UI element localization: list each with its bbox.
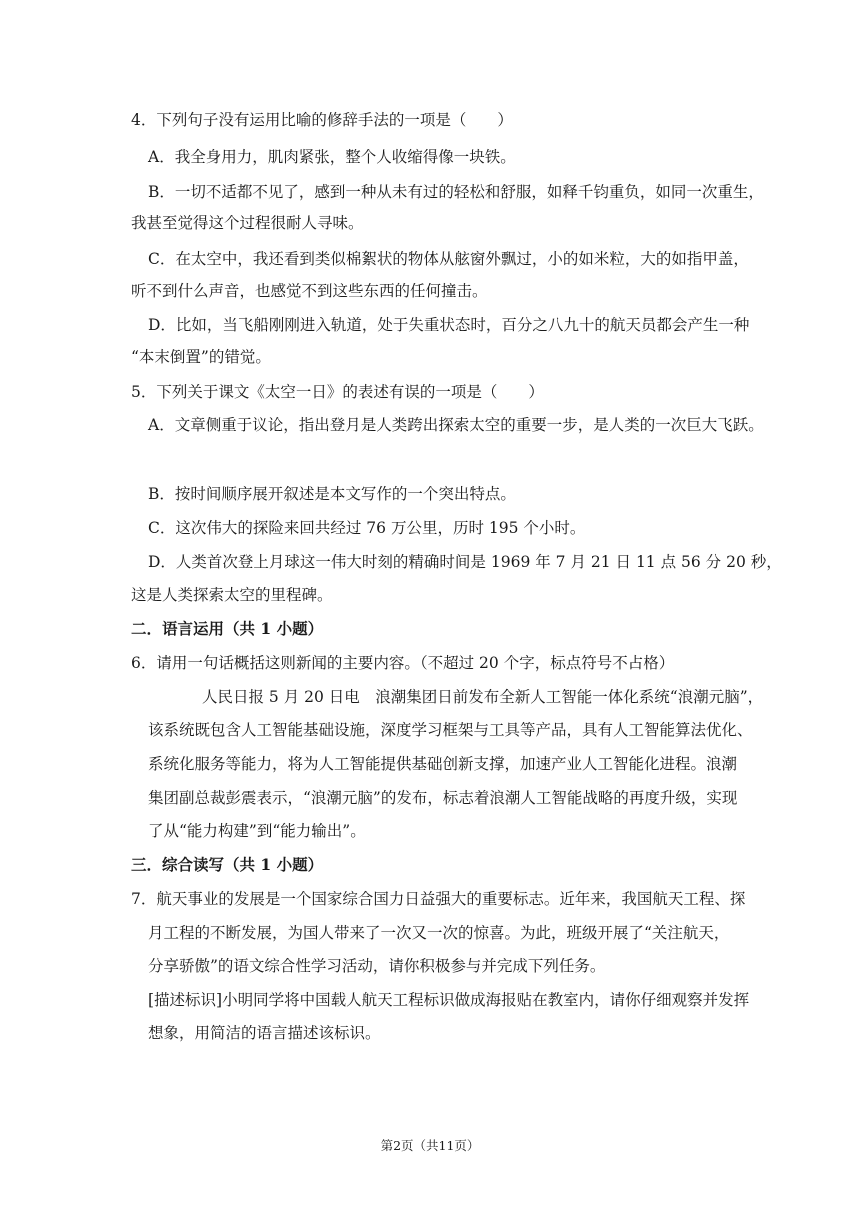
news-paragraph-line4: 集团副总裁彭震表示，“浪潮元脑”的发布，标志着浪潮人工智能战略的再度升级，实现	[148, 789, 738, 807]
question-6-stem: 6．请用一句话概括这则新闻的主要内容。（不超过 20 个字，标点符号不占格）	[131, 654, 675, 672]
question-7-line3: 分享骄傲”的语文综合性学习活动，请你积极参与并完成下列任务。	[148, 957, 606, 975]
question-4-option-b-line1: B．一切不适都不见了，感到一种从未有过的轻松和舒服，如释千钧重负，如同一次重生，	[148, 183, 764, 201]
news-paragraph-line2: 该系统既包含人工智能基础设施，深度学习框架与工具等产品，具有人工智能算法优化、	[148, 721, 753, 739]
news-paragraph-line1: 人民日报 5 月 20 日电 浪潮集团日前发布全新人工智能一体化系统“浪潮元脑”，	[202, 688, 764, 706]
question-4-option-d-line2: “本末倒置”的错觉。	[131, 348, 271, 366]
question-7-line1: 7．航天事业的发展是一个国家综合国力日益强大的重要标志。近年来，我国航天工程、探	[131, 890, 746, 908]
question-5-option-a: A．文章侧重于议论，指出登月是人类跨出探索太空的重要一步，是人类的一次巨大飞跃。	[148, 416, 764, 434]
news-paragraph-line5: 了从“能力构建”到“能力输出”。	[148, 822, 366, 840]
question-5-option-d-line2: 这是人类探索太空的里程碑。	[131, 586, 333, 604]
section-heading-integrated-reading-writing: 三．综合读写（共 1 小题）	[131, 855, 324, 874]
page-number-footer: 第2页（共11页）	[380, 1138, 480, 1153]
question-5-option-c: C．这次伟大的探险来回共经过 76 万公里，历时 195 个小时。	[148, 519, 586, 537]
news-paragraph-line3: 系统化服务等能力，将为人工智能提供基础创新支撑，加速产业人工智能化进程。浪潮	[148, 755, 738, 773]
question-7-line4: [描述标识]小明同学将中国载人航天工程标识做成海报贴在教室内，请你仔细观察并发挥	[148, 991, 750, 1009]
section-heading-language-use: 二．语言运用（共 1 小题）	[131, 619, 324, 638]
question-7-line2: 月工程的不断发展，为国人带来了一次又一次的惊喜。为此，班级开展了“关注航天，	[148, 924, 730, 942]
question-4-stem: 4．下列句子没有运用比喻的修辞手法的一项是（ ）	[131, 111, 513, 129]
question-4-option-c-line2: 听不到什么声音，也感觉不到这些东西的任何撞击。	[131, 282, 488, 300]
question-4-option-a: A．我全身用力，肌肉紧张，整个人收缩得像一块铁。	[148, 148, 516, 166]
question-4-option-b-line2: 我甚至觉得这个过程很耐人寻味。	[131, 214, 364, 232]
question-5-stem: 5．下列关于课文《太空一日》的表述有误的一项是（ ）	[131, 383, 544, 401]
question-4-option-c-line1: C．在太空中，我还看到类似棉絮状的物体从舷窗外飘过，小的如米粒，大的如指甲盖，	[148, 250, 749, 268]
question-5-option-d-line1: D．人类首次登上月球这一伟大时刻的精确时间是 1969 年 7 月 21 日 11 点 56 分 20 秒，	[148, 553, 782, 571]
question-5-option-b: B．按时间顺序展开叙述是本文写作的一个突出特点。	[148, 485, 516, 503]
question-4-option-d-line1: D．比如，当飞船刚刚进入轨道，处于失重状态时，百分之八九十的航天员都会产生一种	[148, 316, 750, 334]
question-7-line5: 想象，用简洁的语言描述该标识。	[148, 1024, 381, 1042]
